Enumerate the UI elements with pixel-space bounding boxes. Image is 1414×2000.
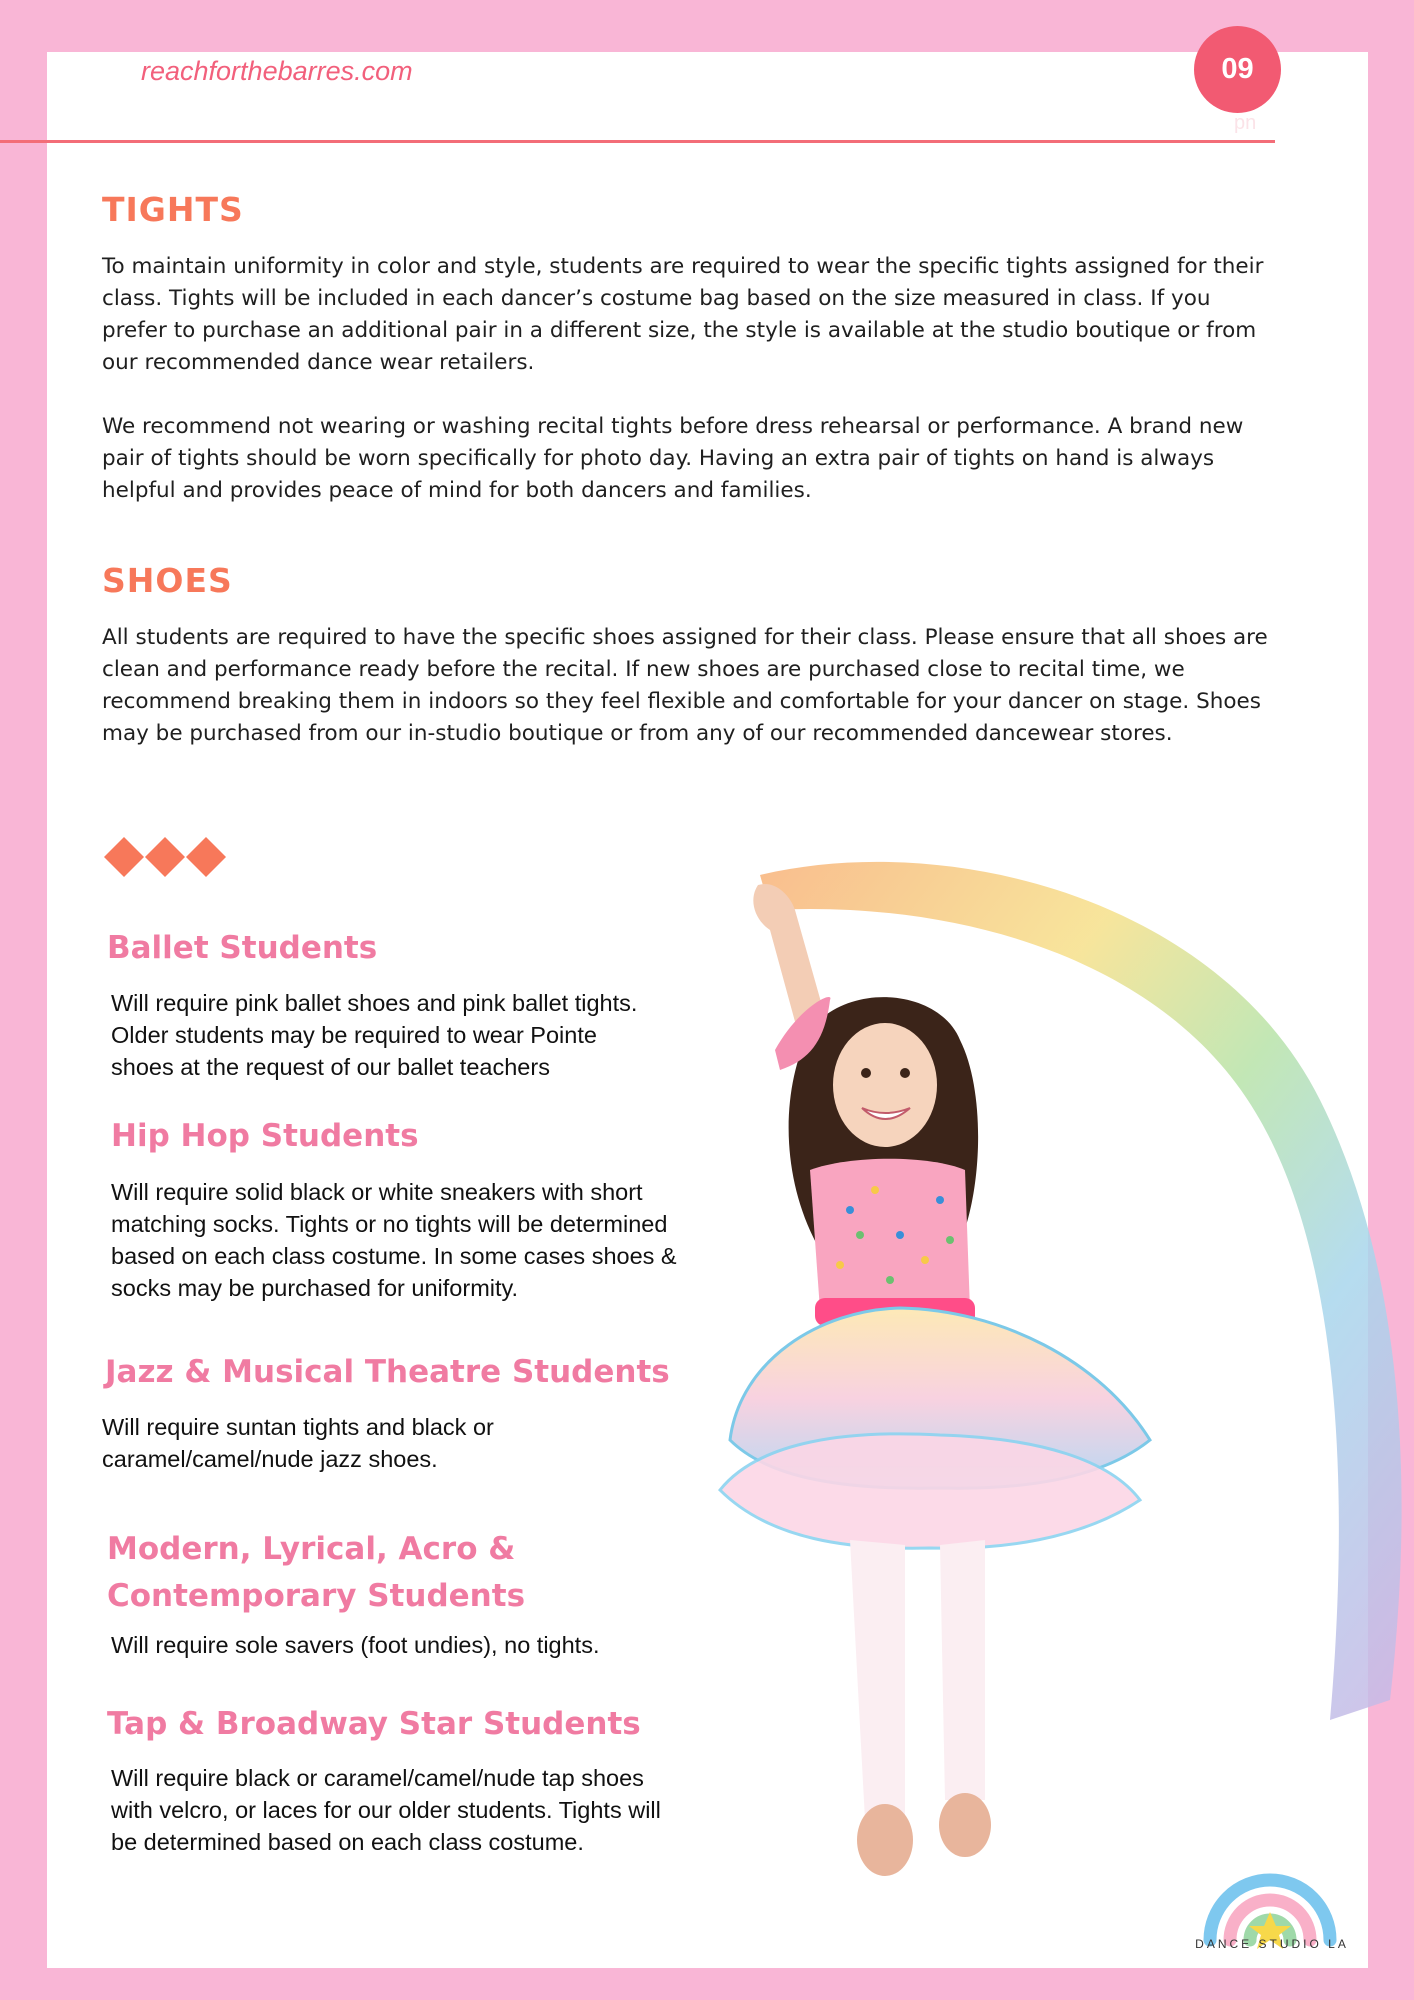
tap-line: Will require black or caramel/camel/nude tap shoes — [111, 1765, 644, 1791]
dancer-photo — [700, 840, 1414, 1940]
hip-hop-heading: Hip Hop Students — [111, 1118, 419, 1154]
modern-heading-line: Contemporary Students — [107, 1578, 526, 1614]
rainbow-star-icon — [1200, 1840, 1340, 1950]
three-diamonds-icon — [103, 835, 233, 879]
ballet-heading: Ballet Students — [107, 930, 378, 966]
ballet-text — [111, 987, 637, 1083]
shoes-paragraph: All students are required to have the specific shoes assigned for their class. Please ensure that all shoes are clean and performance ready before the recital. If new shoes are purchased close to recital time, we recommend breaking them in indoors so they feel flexible and comfortable for your dancer on stage. Shoes may be purchased from our in-studio boutique or from any of our recommended dancewear stores. — [102, 625, 1268, 746]
website-link[interactable]: reachforthebarres.com — [141, 56, 413, 86]
tap-text — [111, 1762, 661, 1858]
tap-heading: Tap & Broadway Star Students — [107, 1706, 641, 1742]
tap-line: with velcro, or laces for our older students. Tights will — [111, 1797, 661, 1823]
ballet-line: Older students may be required to wear Pointe — [111, 1022, 597, 1048]
jazz-line: Will require suntan tights and black or — [102, 1414, 494, 1440]
hip-hop-line: socks may be purchased for uniformity. — [111, 1275, 519, 1301]
tap-line: be determined based on each class costume. — [111, 1829, 584, 1855]
tights-paragraph-2: We recommend not wearing or washing recital tights before dress rehearsal or performance. A brand new pair of tights should be worn specifically for photo day. Having an extra pair of tights on hand is always helpful and provides peace of mind for both dancers and families. — [102, 414, 1244, 503]
tights-paragraph-1: To maintain uniformity in color and style, students are required to wear the specific tights assigned for their class. Tights will be included in each dancer’s costume bag based on the size measured in class. If you prefer to purchase an additional pair in a different size, the style is available at the studio boutique or from our recommended dance wear retailers. — [102, 254, 1264, 375]
modern-heading — [107, 1526, 525, 1620]
jazz-heading: Jazz & Musical Theatre Students — [105, 1354, 670, 1390]
hip-hop-text — [111, 1176, 677, 1304]
hip-hop-line: matching socks. Tights or no tights will be determined — [111, 1211, 668, 1237]
modern-heading-line: Modern, Lyrical, Acro & — [107, 1531, 516, 1567]
header-divider — [0, 140, 1275, 143]
ballet-line: Will require pink ballet shoes and pink ballet tights. — [111, 990, 638, 1016]
page-number-badge: 09 — [1194, 26, 1281, 113]
hip-hop-line: Will require solid black or white sneakers with short — [111, 1179, 643, 1205]
jazz-text — [102, 1411, 494, 1475]
logo-text: DANCE STUDIO LA — [1195, 1937, 1349, 1951]
shoes-heading: SHOES — [102, 561, 233, 600]
modern-text — [111, 1629, 600, 1661]
ghost-mark: pn — [1234, 112, 1257, 134]
ballet-line: shoes at the request of our ballet teachers — [111, 1054, 550, 1080]
jazz-line: caramel/camel/nude jazz shoes. — [102, 1446, 438, 1472]
tights-heading: TIGHTS — [102, 190, 244, 229]
modern-line: Will require sole savers (foot undies), no tights. — [111, 1632, 600, 1658]
hip-hop-line: based on each class costume. In some cases shoes & — [111, 1243, 677, 1269]
